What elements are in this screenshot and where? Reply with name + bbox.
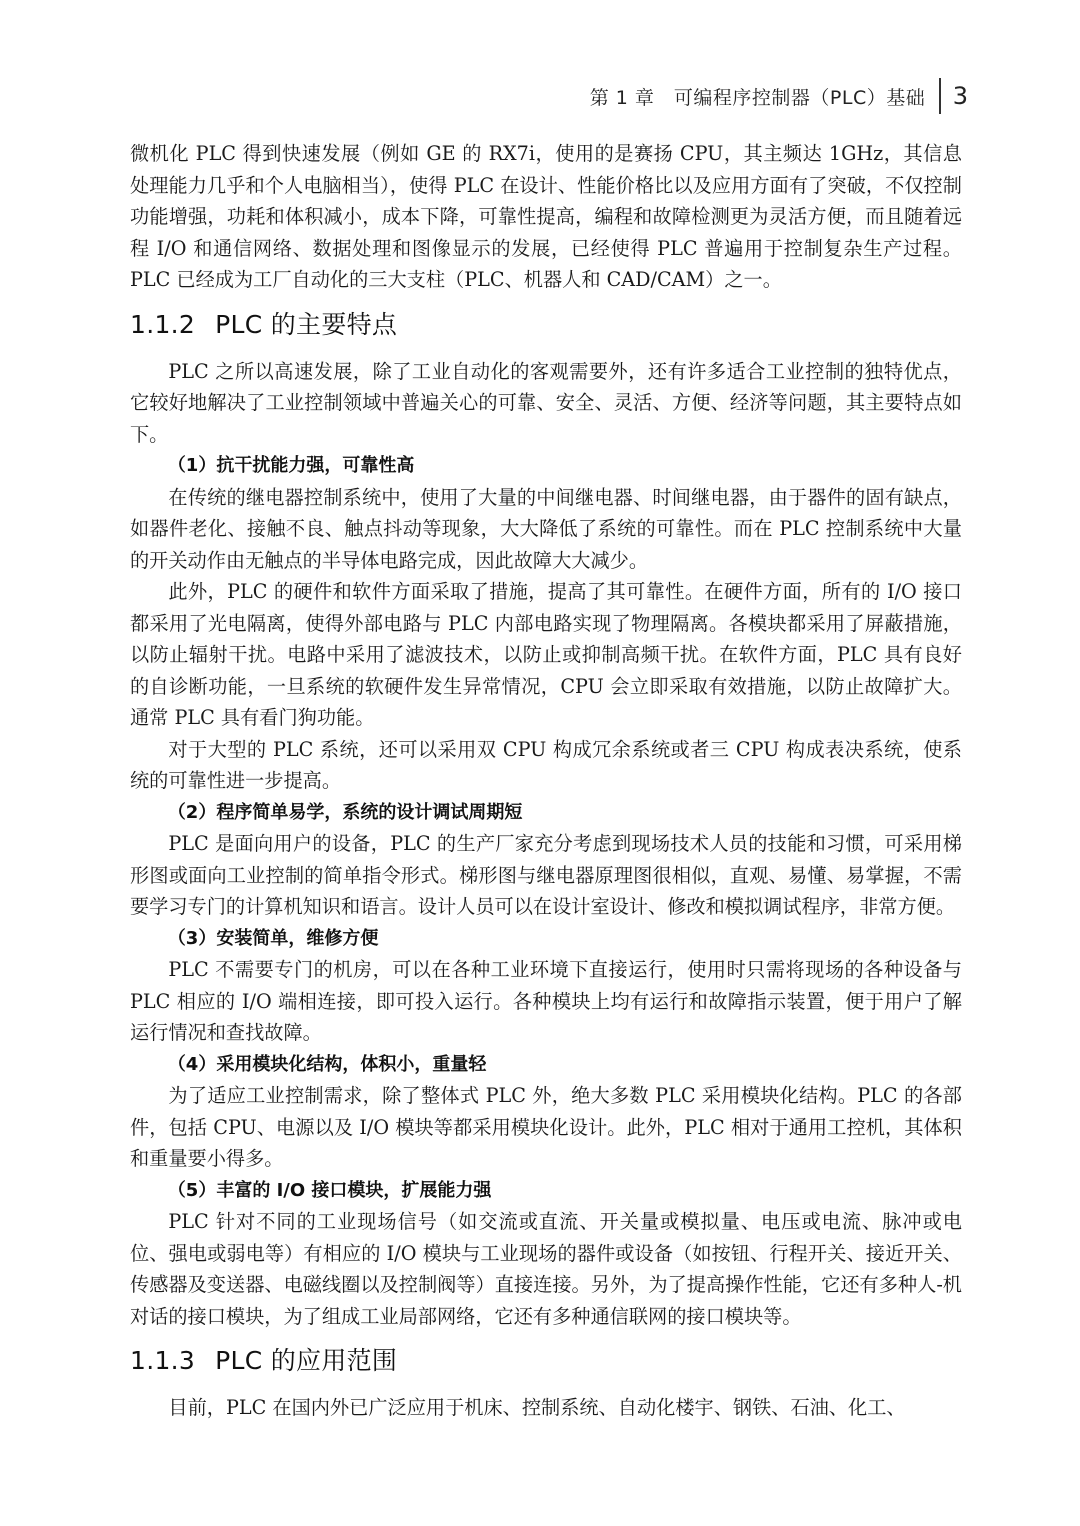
section-113-intro-paragraph: 目前，PLC 在国内外已广泛应用于机床、控制系统、自动化楼宇、钢铁、石油、化工、: [168, 1396, 906, 1419]
feature-heading-1: （1）抗干扰能力强，可靠性高: [167, 455, 415, 476]
feature-heading-3: （3）安装简单，维修方便: [167, 927, 379, 949]
feature-3-paragraph-1: PLC 不需要专门的机房，可以在各种工业环境下直接运行，使用时只需将现场的各种设备与 PLC 相应的 I/O 端相连接，即可投入运行。各种模块上均有运行和故障指示装置，便于用户了解运行情况和查找故障。: [130, 958, 962, 1044]
feature-1-paragraph-3: 对于大型的 PLC 系统，还可以采用双 CPU 构成冗余系统或者三 CPU 构成表决系统，使系统的可靠性进一步提高。: [130, 737, 962, 792]
feature-4-paragraph-1: 为了适应工业控制需求，除了整体式 PLC 外，绝大多数 PLC 采用模块化结构。PLC 的各部件，包括 CPU、电源以及 I/O 模块等都采用模块化设计。此外，PLC 相对于通用工控机，其体积和重量要小得多。: [130, 1084, 962, 1170]
intro-paragraph: 微机化 PLC 得到快速发展（例如 GE 的 RX7i，使用的是赛扬 CPU，其主频达 1GHz，其信息处理能力几乎和个人电脑相当），使得 PLC 在设计、性能价格比以及应用方面有了突破，不仅控制功能增强，功耗和体积减小，成本下降，可靠性提高，编程和故障检测更为灵活方便，而且随着远程 I/O 和通信网络、数据处理和图像显示的发展，已经使得 PLC 普遍用于控制复杂生产过程。PLC 已经成为工厂自动化的三大支柱（PLC、机器人和 CAD/CAM）之一。: [130, 142, 962, 291]
section-number: 1.1.2: [130, 309, 196, 339]
feature-2-paragraph-1: PLC 是面向用户的设备，PLC 的生产厂家充分考虑到现场技术人员的技能和习惯，可采用梯形图或面向工业控制的简单指令形式。梯形图与继电器原理图很相似，直观、易懂、易掌握，不需要学习专门的计算机知识和语言。设计人员可以在设计室设计、修改和模拟调试程序，非常方便。: [130, 832, 962, 918]
feature-1-paragraph-1: 在传统的继电器控制系统中，使用了大量的中间继电器、时间继电器，由于器件的固有缺点，如器件老化、接触不良、触点抖动等现象，大大降低了系统的可靠性。而在 PLC 控制系统中大量的开关动作由无触点的半导体电路完成，因此故障大大减少。: [130, 485, 962, 572]
section-heading-1-1-2: [130, 306, 962, 344]
chapter-title: 第 1 章 可编程序控制器（PLC）基础: [589, 86, 926, 109]
section-intro-paragraph: PLC 之所以高速发展，除了工业自动化的客观需要外，还有许多适合工业控制的独特优点，它较好地解决了工业控制领域中普遍关心的可靠、安全、灵活、方便、经济等问题，其主要特点如下。: [130, 359, 962, 446]
page-content: [130, 138, 962, 1424]
page-number: 3: [952, 82, 968, 110]
feature-5-paragraph-1: PLC 针对不同的工业现场信号（如交流或直流、开关量或模拟量、电压或电流、脉冲或电位、强电或弱电等）有相应的 I/O 模块与工业现场的器件或设备（如按钮、行程开关、接近开关、传感器及变送器、电磁线圈以及控制阀等）直接连接。另外，为了提高操作性能，它还有多种人-机对话的接口模块，为了组成工业局部网络，它还有多种通信联网的接口模块等。: [130, 1210, 962, 1328]
section-title: PLC 的应用范围: [215, 1346, 398, 1375]
feature-1-paragraph-2: 此外，PLC 的硬件和软件方面采取了措施，提高了其可靠性。在硬件方面，所有的 I/O 接口都采用了光电隔离，使得外部电路与 PLC 内部电路实现了物理隔离。各模块都采用了屏蔽措施，以防止辐射干扰。电路中采用了滤波技术，以防止或抑制高频干扰。在软件方面，PLC 具有良好的自诊断功能，一旦系统的软硬件发生异常情况，CPU 会立即采取有效措施，以防止故障扩大。通常 PLC 具有看门狗功能。: [130, 580, 962, 729]
feature-heading-2: （2）程序简单易学，系统的设计调试周期短: [167, 801, 523, 823]
section-title: PLC 的主要特点: [215, 309, 398, 339]
section-heading-1-1-3: [130, 1342, 962, 1380]
running-header: [590, 78, 968, 114]
feature-heading-4: （4）采用模块化结构，体积小，重量轻: [167, 1053, 487, 1075]
feature-heading-5: （5）丰富的 I/O 接口模块，扩展能力强: [167, 1179, 492, 1201]
section-number: 1.1.3: [130, 1346, 196, 1375]
